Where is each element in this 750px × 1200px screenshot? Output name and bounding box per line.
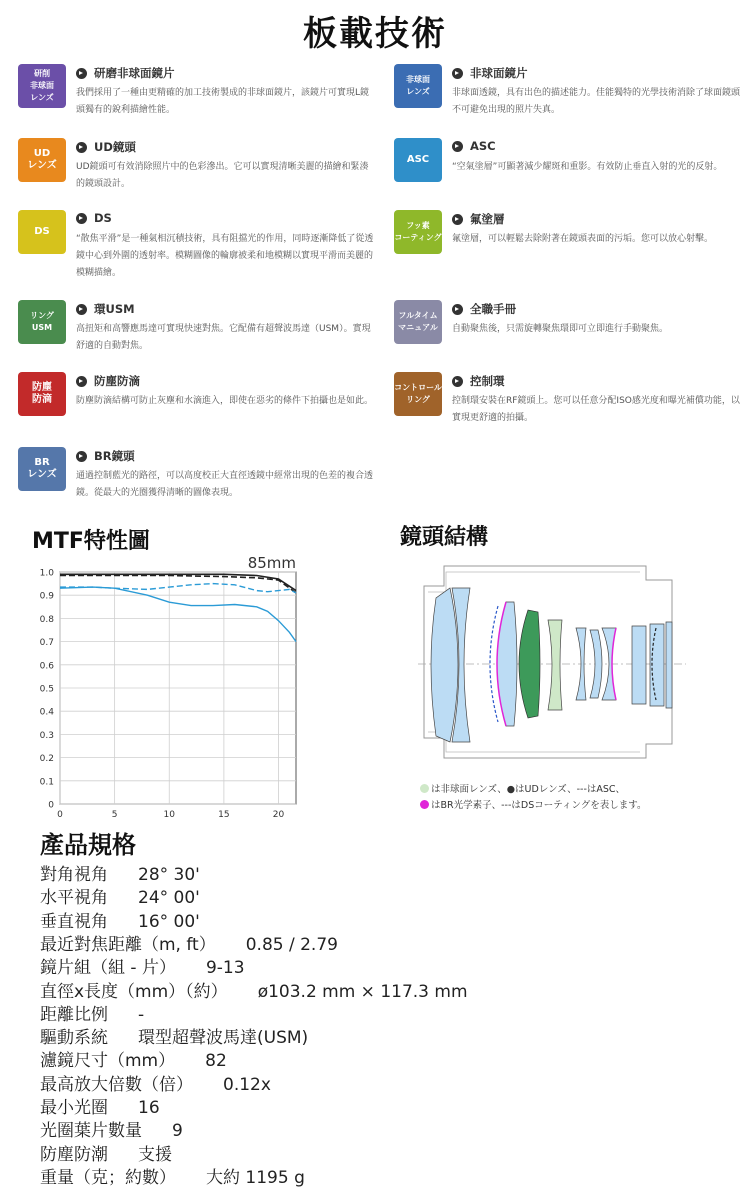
spec-label: 重量（克；約數）	[40, 1167, 176, 1188]
feature-title: UD鏡頭	[94, 140, 136, 154]
spec-label: 直徑x長度（mm）（約）	[40, 981, 228, 1002]
spec-label: 驅動系統	[40, 1028, 108, 1049]
spec-value: 0.85 / 2.79	[245, 934, 338, 955]
feature-badge: ASC	[394, 138, 442, 182]
feature-description: 氟塗層，可以輕鬆去除附著在鏡頭表面的污垢。您可以放心射擊。	[452, 234, 714, 244]
arrow-bullet-icon	[76, 451, 87, 462]
feature-badge: 非球面 レンズ	[394, 64, 442, 108]
lens-element-3	[497, 602, 517, 726]
arrow-bullet-icon	[452, 214, 463, 225]
mtf-chart-title: 85mm	[247, 554, 296, 572]
mtf-series-solid-black	[60, 574, 296, 590]
lens-element-9	[632, 626, 646, 704]
lens-structure-diagram	[410, 558, 690, 778]
x-tick-label: 10	[163, 810, 175, 820]
arrow-bullet-icon	[76, 213, 87, 224]
spec-row	[40, 930, 338, 954]
aspherical-element-1	[548, 620, 562, 710]
y-tick-label: 0.9	[39, 591, 54, 602]
lens-legend	[420, 782, 647, 814]
feature-heading	[452, 65, 528, 81]
arrow-bullet-icon	[76, 142, 87, 153]
y-tick-label: 0.8	[39, 614, 54, 625]
feature-description: 我們採用了一種由更精確的加工技術製成的非球面鏡片，該鏡片可實現L鏡頭獨有的銳利描繪性能。	[76, 88, 370, 115]
x-tick-label: 5	[111, 810, 118, 820]
feature-description: 非球面透鏡，具有出色的描述能力。佳能獨特的光學技術消除了球面鏡頭不可避免出現的照片失真。	[452, 88, 741, 115]
spec-value: 16	[138, 1098, 160, 1118]
y-tick-label: 0.2	[39, 754, 54, 765]
spec-label: 對角視角	[40, 865, 108, 885]
arrow-bullet-icon	[452, 141, 463, 152]
spec-row	[40, 883, 200, 907]
spec-row	[40, 1000, 144, 1024]
feature-heading	[452, 211, 505, 227]
arrow-bullet-icon	[76, 304, 87, 315]
y-tick-label: 0.6	[39, 661, 54, 672]
feature-badge: UD レンズ	[18, 138, 66, 182]
feature-heading	[452, 139, 496, 153]
feature-badge: フルタイム マニュアル	[394, 300, 442, 344]
feature-description: 高扭矩和高響應馬達可實現快速對焦。它配備有超聲波馬達（USM）。實現舒適的自動對焦。	[76, 324, 371, 351]
feature-heading	[452, 373, 505, 389]
spec-row	[40, 1093, 160, 1117]
feature-heading	[452, 301, 516, 317]
feature-badge: 研削 非球面 レンズ	[18, 64, 66, 108]
spec-row	[40, 1116, 183, 1140]
feature-badge: コントロール リング	[394, 372, 442, 416]
arrow-bullet-icon	[452, 304, 463, 315]
feature-title: 控制環	[470, 374, 505, 388]
spec-row	[40, 1163, 305, 1187]
feature-title: 環USM	[94, 302, 135, 316]
feature-heading	[76, 301, 135, 317]
feature-title: ASC	[470, 139, 496, 153]
spec-label: 最高放大倍數（倍）	[40, 1074, 193, 1095]
spec-row	[40, 953, 245, 977]
feature-title: 非球面鏡片	[470, 66, 528, 80]
lens-element-7	[590, 630, 602, 698]
feature-badge: リング USM	[18, 300, 66, 344]
feature-title: BR鏡頭	[94, 449, 135, 463]
spec-row	[40, 1023, 308, 1047]
arrow-bullet-icon	[76, 376, 87, 387]
mtf-chart	[28, 550, 308, 822]
lens-legend-line-2: はBR光学素子、---はDSコーティングを表します。	[420, 798, 647, 814]
spec-label: 防塵防潮	[40, 1144, 108, 1165]
feature-heading	[76, 65, 175, 81]
spec-value: 9	[172, 1121, 183, 1142]
feature-badge: BR レンズ	[18, 447, 66, 491]
lens-element-1	[431, 588, 458, 742]
feature-heading	[76, 373, 140, 389]
feature-title: 研磨非球面鏡片	[94, 66, 175, 80]
spec-value: 環型超聲波馬達(USM)	[138, 1028, 309, 1049]
y-tick-label: 0.5	[39, 684, 54, 695]
feature-description: 防塵防滴結構可防止灰塵和水滴進入，即使在惡劣的條件下拍攝也是如此。	[76, 396, 374, 406]
spec-row	[40, 1140, 172, 1164]
x-tick-label: 0	[57, 810, 63, 820]
feature-heading	[76, 211, 112, 225]
feature-heading	[76, 448, 135, 464]
mtf-series-dashed-blue	[60, 584, 296, 593]
arrow-bullet-icon	[76, 68, 87, 79]
page-title: 板載技術	[303, 14, 447, 54]
aspherical-swatch-icon	[420, 784, 429, 793]
specs-title: 產品規格	[40, 831, 136, 859]
lens-legend-line-1: は非球面レンズ、●はUDレンズ、---はASC、	[420, 782, 647, 798]
feature-description: “散焦平滑”是一種氣相沉積技術，具有阻擋光的作用，同時逐漸降低了從透鏡中心到外圍的透射率。模糊圖像的輪廓被柔和地模糊以實現平滑而美麗的模糊描繪。	[76, 234, 374, 278]
feature-badge: DS	[18, 210, 66, 254]
feature-title: 全職手冊	[470, 302, 516, 316]
spec-value: -	[138, 1004, 145, 1025]
spec-row	[40, 977, 468, 1001]
spec-value: ø103.2 mm × 117.3 mm	[257, 981, 468, 1002]
mtf-section-title: MTF特性圖	[32, 529, 150, 554]
spec-value: 24° 00'	[138, 888, 200, 909]
y-tick-label: 0.3	[39, 730, 54, 741]
spec-label: 鏡片組（組 - 片）	[40, 958, 176, 979]
arrow-bullet-icon	[452, 68, 463, 79]
feature-description: 自動聚焦後，只需旋轉聚焦環即可立即進行手動聚焦。	[452, 324, 669, 334]
spec-label: 水平視角	[40, 888, 108, 909]
y-tick-label: 0	[48, 800, 54, 811]
spec-value: 支援	[138, 1144, 172, 1165]
feature-description: 通過控制藍光的路徑，可以高度校正大直徑透鏡中經常出現的色差的複合透鏡。從最大的光圈獲得清晰的圖像表現。	[76, 471, 374, 498]
feature-description: 控制環安裝在RF鏡頭上。您可以任意分配ISO感光度和曝光補償功能，以實現更舒適的拍攝。	[452, 396, 740, 423]
feature-badge: 防塵 防滴	[18, 372, 66, 416]
arrow-bullet-icon	[452, 376, 463, 387]
spec-value: 28° 30'	[138, 865, 200, 885]
spec-label: 光圈葉片數量	[40, 1121, 142, 1142]
spec-label: 垂直視角	[40, 911, 108, 932]
spec-value: 0.12x	[223, 1074, 271, 1095]
feature-title: 氟塗層	[470, 212, 505, 226]
spec-value: 9-13	[205, 958, 245, 979]
x-tick-label: 15	[218, 810, 230, 820]
spec-label: 距離比例	[40, 1004, 108, 1025]
feature-heading	[76, 139, 136, 155]
spec-value: 82	[205, 1051, 227, 1072]
feature-badge: フッ素 コーティング	[394, 210, 442, 254]
ud-element-1	[519, 610, 540, 718]
feature-description: UD鏡頭可有效消除照片中的色彩滲出。它可以實現清晰美麗的描繪和緊湊的鏡頭設計。	[76, 162, 369, 189]
y-tick-label: 1.0	[39, 568, 54, 579]
br-swatch-icon	[420, 800, 429, 809]
lens-section-title: 鏡頭結構	[400, 525, 489, 550]
spec-row	[40, 907, 200, 931]
spec-value: 大約 1195 g	[206, 1167, 305, 1188]
x-tick-label: 20	[272, 810, 285, 820]
y-tick-label: 0.4	[39, 707, 54, 718]
spec-label: 最小光圈	[40, 1098, 108, 1118]
spec-value: 16° 00'	[138, 911, 200, 932]
spec-label: 濾鏡尺寸（mm）	[40, 1051, 176, 1072]
y-tick-label: 0.1	[39, 777, 54, 788]
spec-row	[40, 1070, 271, 1094]
feature-description: “空氣塗層”可顯著減少耀斑和重影。有效防止垂直入射的光的反射。	[452, 162, 723, 172]
feature-title: 防塵防滴	[94, 374, 140, 388]
spec-row	[40, 860, 200, 884]
y-tick-label: 0.7	[39, 638, 54, 649]
spec-label: 最近對焦距離（m, ft）	[40, 934, 216, 955]
lens-element-11	[666, 622, 672, 708]
feature-title: DS	[94, 211, 112, 225]
spec-row	[40, 1046, 227, 1070]
